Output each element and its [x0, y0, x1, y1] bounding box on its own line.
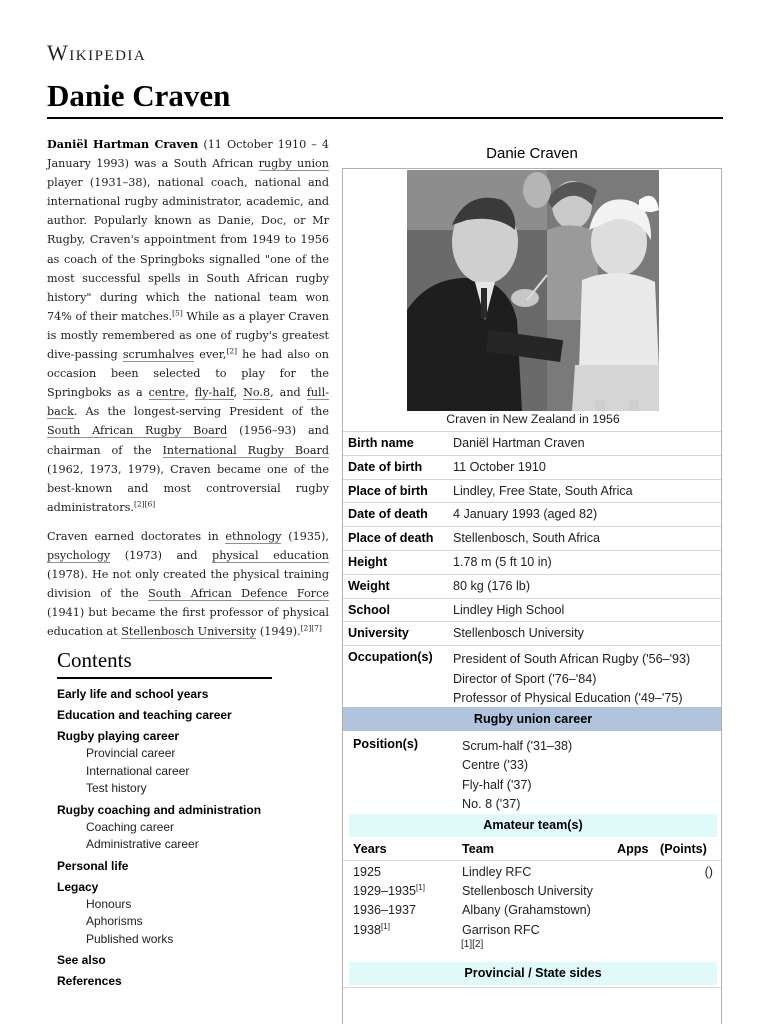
amateur-team[interactable]: Lindley RFC: [462, 865, 532, 879]
occupation-values: [453, 650, 690, 709]
toc-sublink[interactable]: Published works: [86, 931, 174, 946]
col-points: (Points): [660, 842, 707, 856]
row-label: Date of birth: [348, 459, 423, 474]
infobox-row-occupation: [343, 645, 722, 705]
subject-name: Daniël Hartman Craven: [47, 137, 199, 151]
toc-link[interactable]: References: [57, 974, 122, 988]
row-label: Occupation(s): [348, 650, 433, 664]
page-title: Danie Craven: [47, 78, 231, 113]
row-value: Daniël Hartman Craven: [453, 436, 585, 450]
infobox: [342, 168, 722, 1024]
infobox-row: [343, 598, 722, 622]
body-text: Craven earned doctorates in: [47, 529, 226, 543]
citation-ref[interactable]: [1]: [381, 921, 390, 931]
position-values: [462, 737, 572, 814]
row-value: 1.78 m (5 ft 10 in): [453, 555, 552, 569]
citation-ref[interactable]: [2]: [226, 346, 238, 356]
value-line: President of South African Rugby ('56–'93): [453, 652, 691, 666]
toc-sublink[interactable]: Administrative career: [86, 837, 199, 851]
years-text: 1925: [353, 865, 382, 879]
body-text: he had also on occasion been selected to play for the Springboks as a: [47, 348, 329, 400]
body-text: (1973) and: [110, 548, 213, 562]
row-label: Birth name: [348, 436, 414, 450]
body-text: (1978). He not only created the physical training division of the: [47, 568, 329, 601]
amateur-row: [343, 882, 722, 901]
toc-list: [57, 686, 317, 990]
article-link[interactable]: psychology: [47, 548, 111, 562]
article-link[interactable]: International Rugby Board: [162, 443, 329, 457]
value-line: Professor of Physical Education ('49–'75): [453, 691, 683, 705]
infobox-row: [343, 526, 722, 550]
amateur-years: [353, 865, 381, 879]
toc-sublink[interactable]: Honours: [86, 896, 132, 911]
toc-link[interactable]: Legacy: [57, 879, 99, 894]
row-value: 11 October 1910: [453, 459, 546, 474]
infobox-title: Danie Craven: [486, 145, 578, 162]
lead-paragraph-1: [47, 135, 329, 517]
body-text: (1962, 1973, 1979), Craven became one of the best-known and most controversial rugby administrators.: [47, 462, 329, 514]
amateur-rows: [343, 863, 722, 940]
toc-link[interactable]: See also: [57, 953, 106, 967]
col-years: Years: [353, 842, 387, 856]
body-text: While as a player Craven is mostly remembered as one of rugby's greatest dive-passing: [47, 309, 330, 362]
citation-ref[interactable]: [5]: [172, 308, 183, 318]
amateur-team[interactable]: Stellenbosch University: [462, 884, 593, 899]
photo-caption: Craven in New Zealand in 1956: [446, 412, 620, 426]
row-label: Weight: [348, 578, 390, 593]
row-label: Place of birth: [348, 483, 428, 498]
years-text: 1938: [353, 922, 382, 937]
toc-link[interactable]: Rugby playing career: [57, 729, 180, 743]
row-label: School: [348, 602, 390, 617]
body-text: (1956–93) and chairman of the: [47, 424, 329, 457]
amateur-points: (): [704, 865, 713, 879]
infobox-row: [343, 431, 722, 455]
article-link[interactable]: Stellenbosch University: [121, 625, 257, 639]
amateur-row: [343, 921, 722, 940]
article-link[interactable]: South African Defence Force: [148, 587, 329, 601]
amateur-columns: [343, 837, 722, 861]
col-apps: Apps: [617, 842, 649, 856]
toc-section: [57, 728, 317, 798]
body-text: (11 October 1910 – 4 January 1993) was a South African: [47, 138, 329, 171]
amateur-row: [343, 901, 722, 920]
row-label: Position(s): [353, 737, 419, 751]
article-link[interactable]: centre: [148, 386, 186, 400]
toc-sublink[interactable]: Test history: [86, 781, 147, 795]
row-label: Date of death: [348, 507, 428, 522]
value-line: Centre ('33): [462, 758, 529, 773]
infobox-row: [343, 455, 722, 479]
article-link[interactable]: fly-half: [194, 386, 234, 400]
row-label: Height: [348, 555, 388, 569]
toc-section: [57, 707, 317, 724]
row-label: University: [348, 626, 409, 641]
body-text: (1949).: [256, 625, 301, 639]
value-line: No. 8 ('37): [462, 796, 521, 811]
years-text: 1929–1935: [353, 884, 417, 899]
toc-sublink[interactable]: Coaching career: [86, 819, 175, 834]
infobox-row: [343, 550, 722, 574]
toc-title: Contents: [57, 648, 272, 679]
col-team: Team: [462, 842, 494, 856]
amateur-row: [343, 863, 722, 882]
infobox-row: [343, 479, 722, 503]
body-text: ever,: [194, 348, 227, 362]
value-line: Director of Sport ('76–'84): [453, 671, 597, 686]
article-link[interactable]: physical education: [212, 548, 330, 562]
toc-link[interactable]: Rugby coaching and administration: [57, 802, 262, 817]
body-text: . As the longest-serving President of the: [73, 405, 329, 419]
amateur-team[interactable]: Garrison RFC: [462, 922, 540, 937]
amateur-teams-header: Amateur team(s): [349, 814, 717, 837]
body-text: ,: [233, 386, 244, 400]
infobox-row: [343, 621, 722, 645]
amateur-team[interactable]: Albany (Grahamstown): [462, 903, 591, 918]
row-value: Stellenbosch, South Africa: [453, 531, 601, 546]
row-value: Stellenbosch University: [453, 626, 584, 641]
row-value: 4 January 1993 (aged 82): [453, 507, 598, 522]
rugby-career-header: Rugby union career: [343, 707, 722, 731]
infobox-row: [343, 574, 722, 598]
article-link[interactable]: rugby union: [258, 157, 329, 171]
toc-link[interactable]: Education and teaching career: [57, 708, 232, 722]
amateur-years: [353, 884, 425, 898]
title-divider: [47, 117, 723, 119]
wikipedia-wordmark[interactable]: Wikipedia: [47, 40, 147, 65]
body-text: (1941) but became the first professor of physical education at: [47, 606, 329, 639]
citation-ref[interactable]: [2][6]: [133, 499, 156, 509]
amateur-years: [353, 923, 390, 937]
toc-section: [57, 973, 317, 990]
toc-section: [57, 952, 317, 969]
body-text: (1935),: [281, 529, 329, 543]
toc-sublink[interactable]: International career: [86, 763, 190, 778]
toc-section: [57, 858, 317, 875]
toc-sublink[interactable]: Provincial career: [86, 746, 176, 760]
row-value: Lindley, Free State, South Africa: [453, 483, 633, 498]
toc-link[interactable]: Early life and school years: [57, 687, 209, 701]
infobox-row-position: [343, 731, 722, 815]
lead-paragraph-2: [47, 527, 329, 642]
toc-section: [57, 879, 317, 949]
article-link[interactable]: South African Rugby Board: [47, 424, 228, 438]
years-text: 1936–1937: [353, 903, 417, 918]
infobox-bottom-divider: [343, 987, 722, 988]
amateur-refs[interactable]: [1][2]: [461, 939, 484, 950]
citation-ref[interactable]: [1]: [416, 883, 425, 892]
body-text: ,: [185, 386, 195, 400]
row-label: Place of death: [348, 531, 434, 546]
toc-section: [57, 686, 317, 703]
toc-sublink[interactable]: Aphorisms: [86, 914, 143, 928]
row-value: Lindley High School: [453, 602, 565, 617]
body-text: player (1931–38), national coach, national and international rugby administrator, academic, and author. Popularly known as Danie, Doc, or Mr Rugby, Craven's appointment from 1949 to 1956 as coach of the Springboks signalled "one of the most successful spells in South African rugby history" during which the national team won 74% of their matches.: [47, 176, 329, 323]
value-line: Scrum-half ('31–38): [462, 739, 573, 753]
lead-section: [47, 135, 329, 651]
infobox-row: [343, 502, 722, 526]
provincial-sides-header: Provincial / State sides: [349, 962, 717, 985]
value-line: Fly-half ('37): [462, 777, 532, 792]
portrait-photo[interactable]: [407, 170, 659, 411]
citation-ref[interactable]: [2][7]: [300, 623, 322, 633]
article-link[interactable]: No.8: [243, 386, 271, 400]
toc-section: [57, 802, 317, 854]
article-link[interactable]: scrumhalves: [122, 348, 195, 362]
body-text: , and: [270, 386, 307, 400]
article-link[interactable]: full-back: [47, 386, 329, 419]
toc-link[interactable]: Personal life: [57, 858, 129, 873]
table-of-contents: [57, 648, 317, 994]
article-link[interactable]: ethnology: [225, 529, 282, 543]
amateur-years: [353, 903, 416, 917]
row-value: 80 kg (176 lb): [453, 578, 531, 593]
